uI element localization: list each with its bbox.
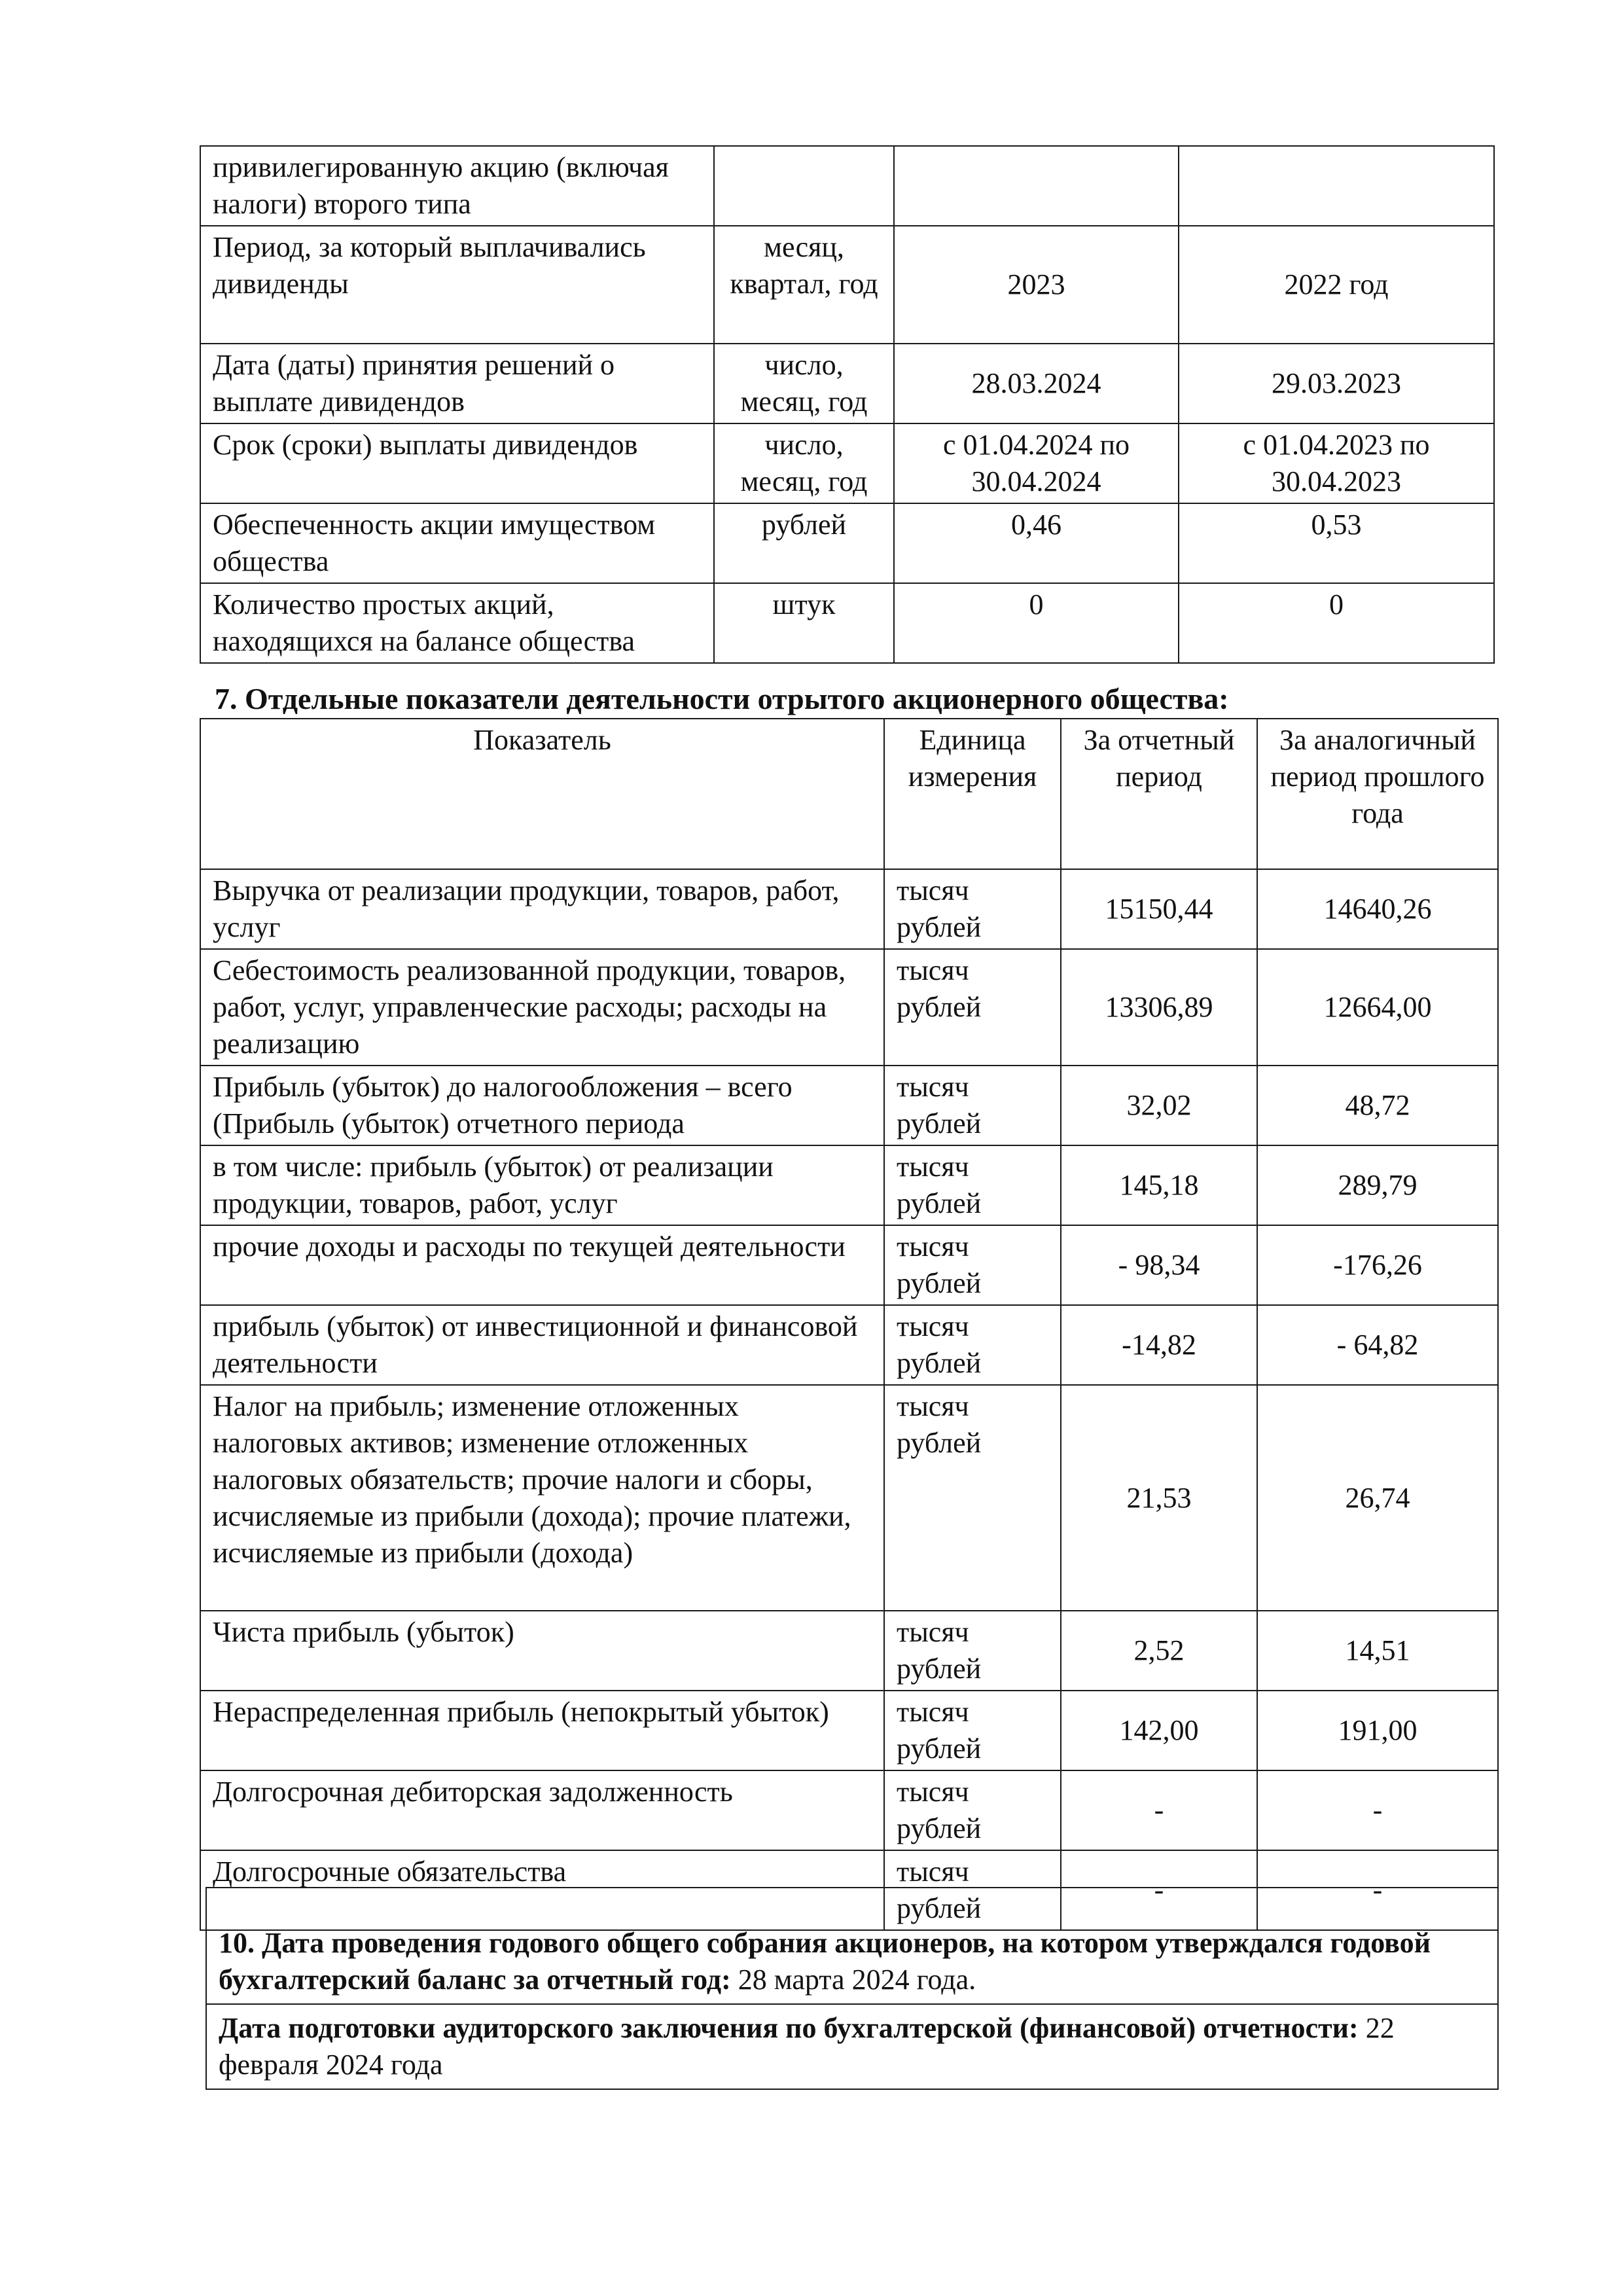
- row-value-2022: 2022 год: [1179, 226, 1494, 344]
- header-current: За отчетный период: [1061, 719, 1257, 869]
- row-unit: число, месяц, год: [714, 344, 894, 423]
- row-unit: тысяч рублей: [884, 1145, 1061, 1225]
- table-row: [200, 146, 1494, 226]
- row-name: Период, за который выплачивались дивиденды: [200, 226, 714, 344]
- dividends-table: [200, 145, 1495, 664]
- row-current: -: [1061, 1770, 1257, 1850]
- row-name: Дата (даты) принятия решений о выплате дивидендов: [200, 344, 714, 423]
- row-unit: тысяч рублей: [884, 1691, 1061, 1770]
- table-row: [200, 1691, 1498, 1770]
- table-row: [200, 1770, 1498, 1850]
- row-previous: 14,51: [1257, 1611, 1498, 1691]
- row-name: прибыль (убыток) от инвестиционной и финансовой деятельности: [200, 1305, 884, 1385]
- audit-label: Дата подготовки аудиторского заключения по бухгалтерской (финансовой) отчетности:: [219, 2012, 1359, 2044]
- row-current: 2,52: [1061, 1611, 1257, 1691]
- row-unit: месяц, квартал, год: [714, 226, 894, 344]
- section-10-cell: [206, 1888, 1498, 2004]
- row-unit: тысяч рублей: [884, 869, 1061, 949]
- header-unit: Единица измерения: [884, 719, 1061, 869]
- table-row: [200, 1066, 1498, 1145]
- row-name: Долгосрочные обязательства: [200, 1850, 884, 1930]
- section-10-value: 28 марта 2024 года.: [730, 1964, 976, 1996]
- row-value-2022: 0,53: [1179, 503, 1494, 583]
- table-row: [200, 869, 1498, 949]
- section-10-label: 10. Дата проведения годового общего собрания акционеров, на котором утверждался годовой бухгалтерский баланс за отчетный год:: [219, 1927, 1431, 1996]
- row-unit: тысяч рублей: [884, 1770, 1061, 1850]
- row-name: Нераспределенная прибыль (непокрытый убыток): [200, 1691, 884, 1770]
- row-current: -14,82: [1061, 1305, 1257, 1385]
- row-previous: 26,74: [1257, 1385, 1498, 1611]
- row-value-2022: 29.03.2023: [1179, 344, 1494, 423]
- row-name: в том числе: прибыль (убыток) от реализации продукции, товаров, работ, услуг: [200, 1145, 884, 1225]
- row-value-2022: [1179, 146, 1494, 226]
- row-unit: тысяч рублей: [884, 1225, 1061, 1305]
- row-name: Срок (сроки) выплаты дивидендов: [200, 423, 714, 503]
- table-row: [200, 1385, 1498, 1611]
- row-name: Количество простых акций, находящихся на балансе общества: [200, 583, 714, 663]
- row-current: - 98,34: [1061, 1225, 1257, 1305]
- header-previous: За аналогичный период прошлого года: [1257, 719, 1498, 869]
- table-row: [200, 344, 1494, 423]
- table-row: [200, 1225, 1498, 1305]
- row-previous: -: [1257, 1850, 1498, 1930]
- row-unit: тысяч рублей: [884, 1611, 1061, 1691]
- row-name: привилегированную акцию (включая налоги) второго типа: [200, 146, 714, 226]
- meeting-audit-table: [205, 1887, 1499, 2090]
- row-current: 13306,89: [1061, 949, 1257, 1066]
- row-unit: [714, 146, 894, 226]
- row-previous: -: [1257, 1770, 1498, 1850]
- row-unit: тысяч рублей: [884, 949, 1061, 1066]
- row-current: -: [1061, 1850, 1257, 1930]
- row-name: Обеспеченность акции имуществом общества: [200, 503, 714, 583]
- row-current: 32,02: [1061, 1066, 1257, 1145]
- table-row: [200, 1145, 1498, 1225]
- row-previous: 289,79: [1257, 1145, 1498, 1225]
- row-value-2023: 0,46: [894, 503, 1179, 583]
- row-value-2022: с 01.04.2023 по 30.04.2023: [1179, 423, 1494, 503]
- table-row: [200, 1305, 1498, 1385]
- table-row: [200, 423, 1494, 503]
- row-unit: штук: [714, 583, 894, 663]
- section-10-row: [206, 1888, 1498, 2004]
- row-previous: 12664,00: [1257, 949, 1498, 1066]
- row-value-2023: 2023: [894, 226, 1179, 344]
- row-unit: тысяч рублей: [884, 1066, 1061, 1145]
- table-row: [200, 949, 1498, 1066]
- row-value-2023: 0: [894, 583, 1179, 663]
- row-unit: рублей: [714, 503, 894, 583]
- table-row: [200, 1611, 1498, 1691]
- row-unit: тысяч рублей: [884, 1305, 1061, 1385]
- audit-value: 22 февраля 2024 года: [219, 2012, 1395, 2081]
- row-unit: тысяч рублей: [884, 1385, 1061, 1611]
- header-indicator: Показатель: [200, 719, 884, 869]
- row-name: Налог на прибыль; изменение отложенных налоговых активов; изменение отложенных налоговых обязательств; прочие налоги и сборы, исчисляемые из прибыли (дохода); прочие платежи, исчисляемые из прибыли (дохода): [200, 1385, 884, 1611]
- row-previous: -176,26: [1257, 1225, 1498, 1305]
- audit-cell: [206, 2004, 1498, 2089]
- row-name: прочие доходы и расходы по текущей деятельности: [200, 1225, 884, 1305]
- row-previous: 14640,26: [1257, 869, 1498, 949]
- row-current: 145,18: [1061, 1145, 1257, 1225]
- row-previous: 48,72: [1257, 1066, 1498, 1145]
- row-current: 21,53: [1061, 1385, 1257, 1611]
- row-name: Долгосрочная дебиторская задолженность: [200, 1770, 884, 1850]
- row-value-2023: [894, 146, 1179, 226]
- section-7-heading: 7. Отдельные показатели деятельности отрытого акционерного общества:: [215, 682, 1229, 715]
- table-row: [200, 583, 1494, 663]
- row-unit: тысяч рублей: [884, 1850, 1061, 1930]
- row-current: 142,00: [1061, 1691, 1257, 1770]
- row-name: Выручка от реализации продукции, товаров, работ, услуг: [200, 869, 884, 949]
- row-current: 15150,44: [1061, 869, 1257, 949]
- row-unit: число, месяц, год: [714, 423, 894, 503]
- row-previous: 191,00: [1257, 1691, 1498, 1770]
- table-row: [200, 226, 1494, 344]
- row-previous: - 64,82: [1257, 1305, 1498, 1385]
- row-name: Себестоимость реализованной продукции, товаров, работ, услуг, управленческие расходы; расходы на реализацию: [200, 949, 884, 1066]
- header-row: [200, 719, 1498, 869]
- table-row: [200, 503, 1494, 583]
- row-value-2023: с 01.04.2024 по 30.04.2024: [894, 423, 1179, 503]
- indicators-table: [200, 718, 1499, 1931]
- audit-row: [206, 2004, 1498, 2089]
- row-name: Чиста прибыль (убыток): [200, 1611, 884, 1691]
- row-value-2023: 28.03.2024: [894, 344, 1179, 423]
- row-name: Прибыль (убыток) до налогообложения – всего (Прибыль (убыток) отчетного периода: [200, 1066, 884, 1145]
- row-value-2022: 0: [1179, 583, 1494, 663]
